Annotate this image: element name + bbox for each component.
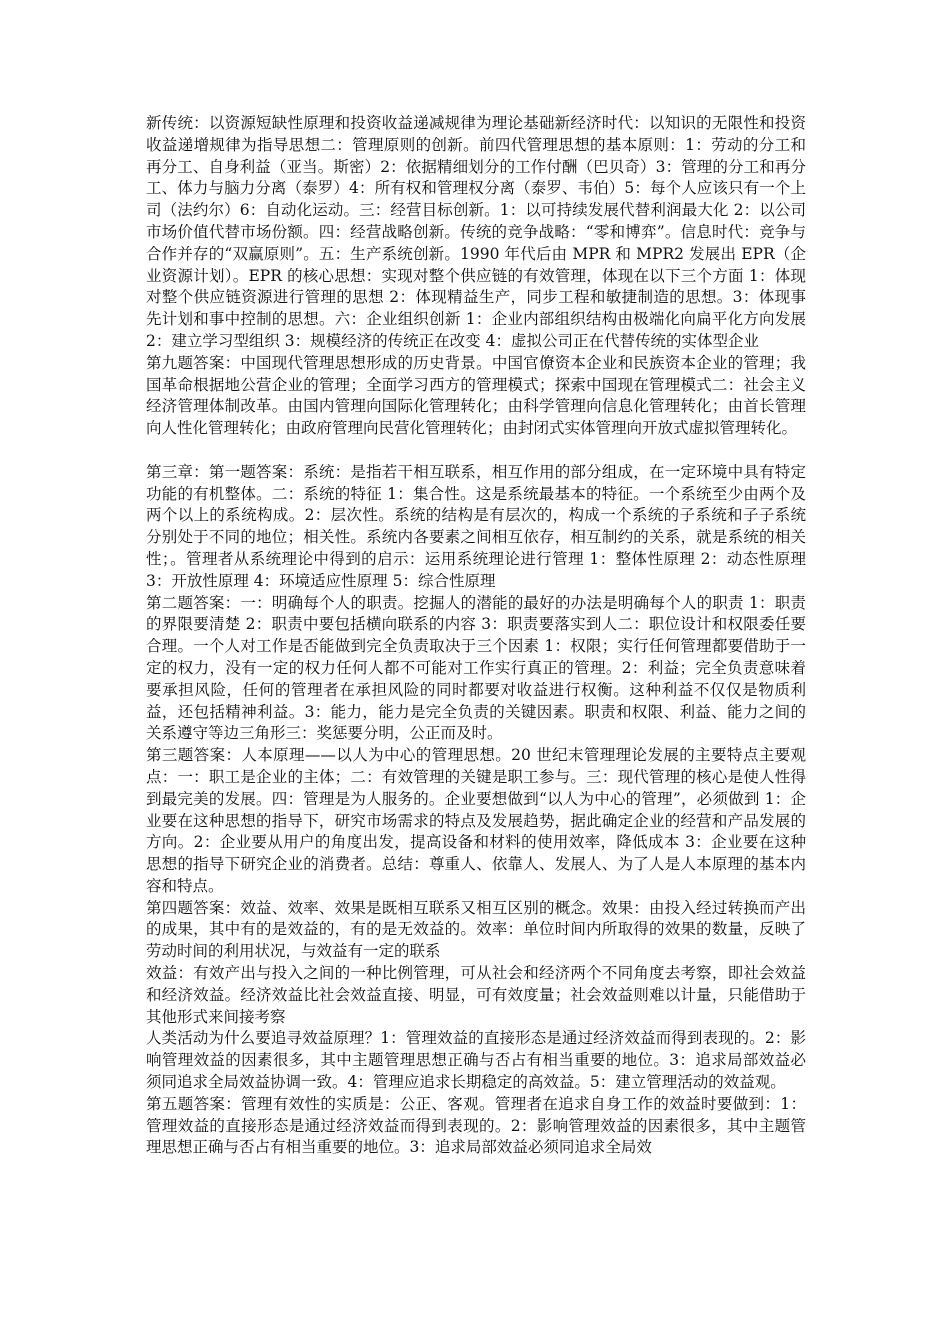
paragraph-q9-answer: 第九题答案：中国现代管理思想形成的历史背景。中国官僚资本企业和民族资本企业的管理；我国革命根据地公营企业的管理；全面学习西方的管理模式；探索中国现在管理模式二：社会主义经济管理体制改革。由国内管理向国际化管理转化；由科学管理向信息化管理转化；由首长管理向人性化管理转化；由政府管理向民营化管理转化；由封闭式实体管理向开放式虚拟管理转化。: [146, 353, 806, 438]
paragraph-spacer: [146, 440, 806, 462]
paragraph-q5-answer: 第五题答案：管理有效性的实质是：公正、客观。管理者在追求自身工作的效益时要做到：1：管理效益的直接形态是通过经济效益而得到表现的。2：影响管理效益的因素很多，其中主题管理思想正确与否占有相当重要的地位。3：追求局部效益必须同追求全局效: [146, 1094, 806, 1157]
paragraph-ch3-q1-answer: 第三章：第一题答案：系统：是指若干相互联系，相互作用的部分组成，在一定环境中具有特定功能的有机整体。二：系统的特征 1：集合性。这是系统最基本的特征。一个系统至少由两个及两个以上的系统构成。2：层次性。系统的结构是有层次的，构成一个系统的子系统和子子系统分别处于不同的地位；相关性。系统内各要素之间相互依存，相互制约的关系，就是系统的相关性；。管理者从系统理论中得到的启示：运用系统理论进行管理 1：整体性原理 2：动态性原理 3：开放性原理 4：环境适应性原理 5：综合性原理: [146, 462, 806, 590]
paragraph-innovation: 新传统：以资源短缺性原理和投资收益递减规律为理论基础新经济时代：以知识的无限性和投资收益递增规律为指导思想二：管理原则的创新。前四代管理思想的基本原则：1：劳动的分工和再分工、自身利益（亚当。斯密）2：依据精细划分的工作付酬（巴贝奇）3：管理的分工和再分工、体力与脑力分离（泰罗）4：所有权和管理权分离（泰罗、韦伯）5：每个人应该只有一个上司（法约尔）6：自动化运动。三：经营目标创新。1：以可持续发展代替利润最大化 2：以公司市场价值代替市场份额。四：经营战略创新。传统的竞争战略：“零和博弈”。信息时代：竞争与合作并存的“双赢原则”。五：生产系统创新。1990 年代后由 MPR 和 MPR2 发展出 EPR（企业资源计划）。EPR 的核心思想：实现对整个供应链的有效管理，体现在以下三个方面 1：体现对整个供应链资源进行管理的思想 2：体现精益生产，同步工程和敏捷制造的思想。3：体现事先计划和事中控制的思想。六：企业组织创新 1：企业内部组织结构由极端化向扁平化方向发展 2：建立学习型组织 3：规模经济的传统正在改变 4：虚拟公司正在代替传统的实体型企业: [146, 114, 806, 350]
paragraph-benefit-definition: 效益：有效产出与投入之间的一种比例管理，可从社会和经济两个不同角度去考察，即社会效益和经济效益。经济效益比社会效益直接、明显，可有效度量；社会效益则难以计量，只能借助于其他形式来间接考察: [146, 964, 806, 1026]
document-body: [146, 113, 806, 1159]
paragraph-benefit-principle: 人类活动为什么要追寻效益原理？1：管理效益的直接形态是通过经济效益而得到表现的。2：影响管理效益的因素很多，其中主题管理思想正确与否占有相当重要的地位。3：追求局部效益必须同追求全局效益协调一致。4：管理应追求长期稳定的高效益。5：建立管理活动的效益观。: [146, 1029, 806, 1092]
paragraph-q4-answer: 第四题答案：效益、效率、效果是既相互联系又相互区别的概念。效果：由投入经过转换而产出的成果，其中有的是效益的，有的是无效益的。效率：单位时间内所取得的效果的数量，反映了劳动时间的利用状况，与效益有一定的联系: [146, 898, 806, 961]
paragraph-q3-answer: 第三题答案：人本原理——以人为中心的管理思想。20 世纪末管理理论发展的主要特点主要观点：一：职工是企业的主体；二：有效管理的关键是职工参与。三：现代管理的核心是使人性得到最完美的发展。四：管理是为人服务的。企业要想做到“以人为中心的管理”，必须做到 1：企业要在这种思想的指导下，研究市场需求的特点及发展趋势，据此确定企业的经营和产品发展的方向。2：企业要从用户的角度出发，提高设备和材料的使用效率，降低成本 3：企业要在这种思想的指导下研究企业的消费者。总结：尊重人、依靠人、发展人、为了人是人本原理的基本内容和特点。: [146, 746, 806, 895]
paragraph-q2-answer: 第二题答案：一：明确每个人的职责。挖掘人的潜能的最好的办法是明确每个人的职责 1：职责的界限要清楚 2：职责中要包括横向联系的内容 3：职责要落实到人二：职位设计和权限委任要合理。一个人对工作是否能做到完全负责取决于三个因素 1：权限；实行任何管理都要借助于一定的权力，没有一定的权力任何人都不可能对工作实行真正的管理。2：利益；完全负责意味着要承担风险，任何的管理者在承担风险的同时都要对收益进行权衡。这种利益不仅仅是物质利益，还包括精神利益。3：能力，能力是完全负责的关键因素。职责和权限、利益、能力之间的关系遵守等边三角形三：奖惩要分明，公正而及时。: [146, 593, 806, 743]
